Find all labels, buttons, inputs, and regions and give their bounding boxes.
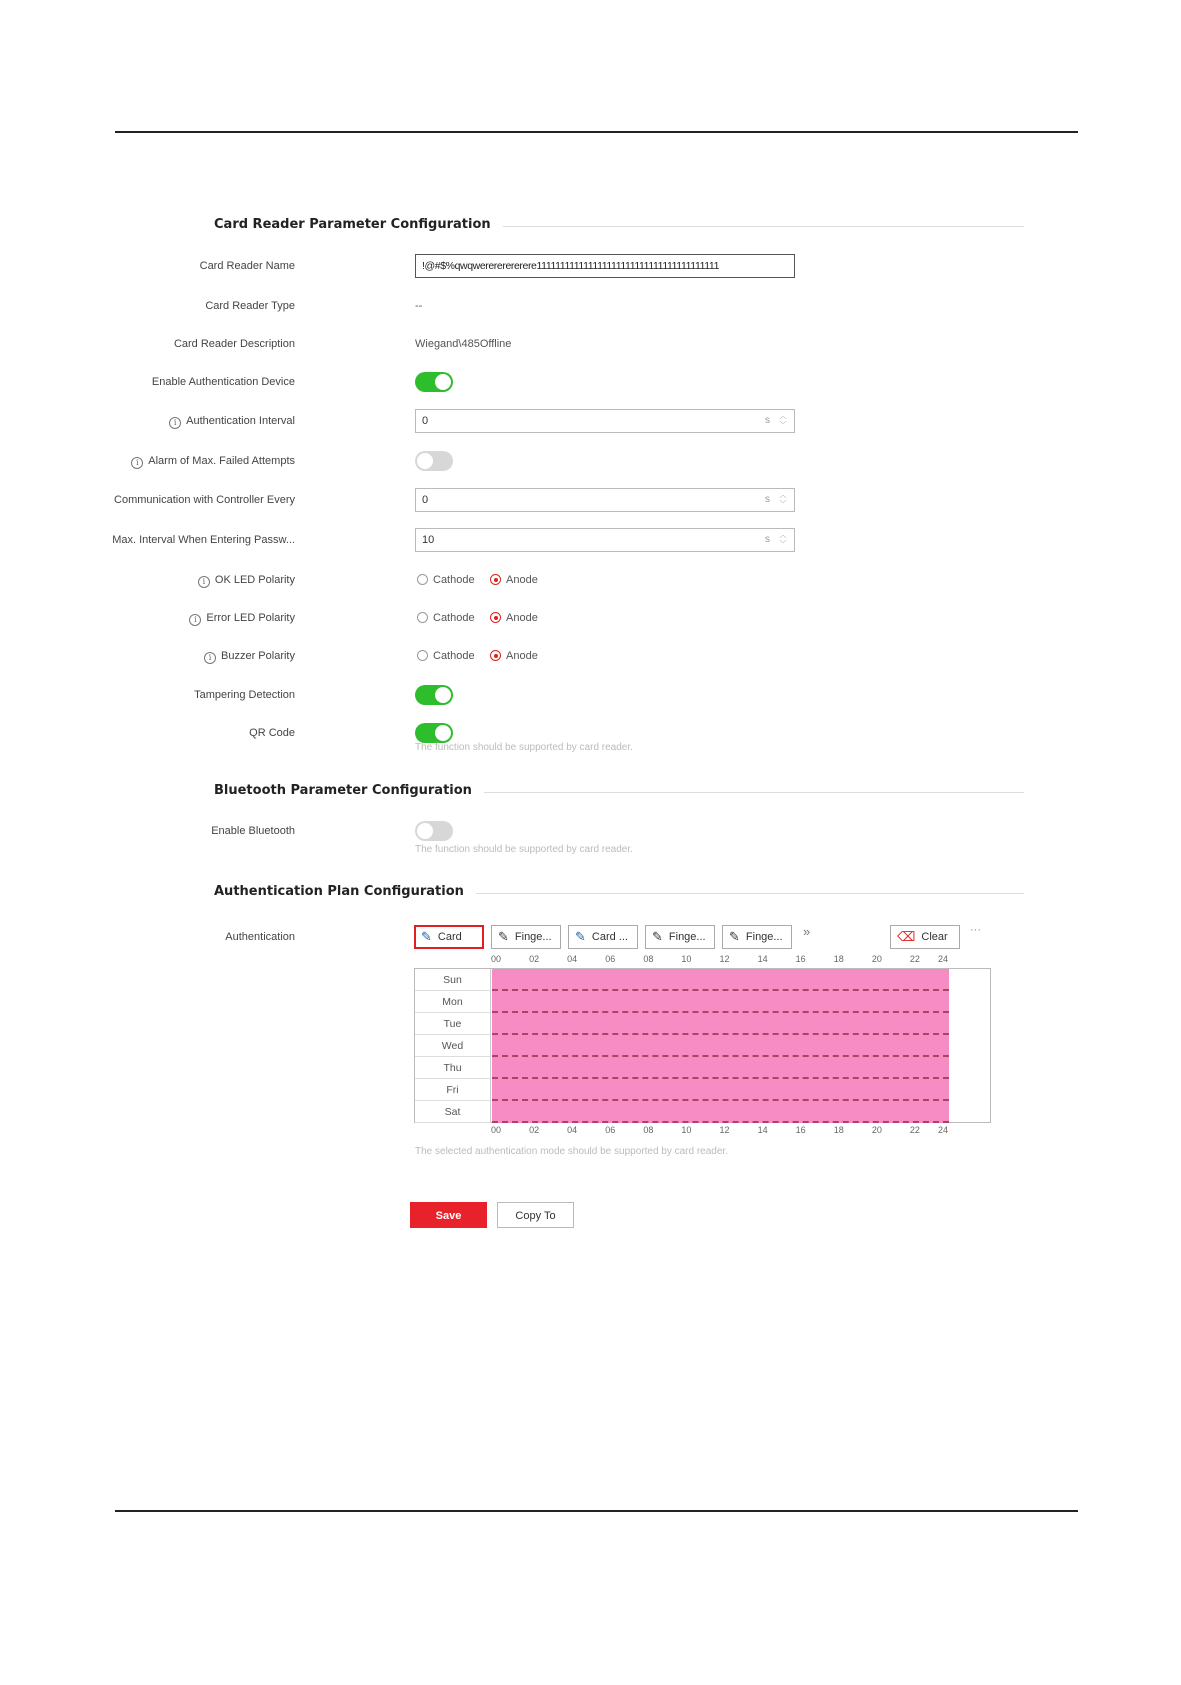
info-icon[interactable]: i bbox=[169, 417, 181, 429]
hour-tick-label: 00 bbox=[491, 954, 502, 964]
row-card-reader-name bbox=[150, 253, 850, 279]
day-label: Sun bbox=[415, 969, 491, 991]
hour-tick-label: 02 bbox=[529, 1125, 540, 1135]
day-label: Fri bbox=[415, 1079, 491, 1101]
error-led-anode-radio[interactable] bbox=[490, 605, 538, 631]
toggle-knob bbox=[417, 453, 433, 469]
day-label: Tue bbox=[415, 1013, 491, 1035]
row-enable-bluetooth bbox=[150, 818, 850, 844]
card-reader-description-label: Card Reader Description bbox=[173, 338, 295, 350]
mode-fingerprint-combo-button[interactable] bbox=[645, 925, 715, 949]
anode-label: Anode bbox=[506, 574, 538, 586]
card-combo-brush-icon: ✎ bbox=[575, 929, 586, 944]
hour-tick-label: 04 bbox=[567, 954, 578, 964]
card-brush-icon: ✎ bbox=[421, 929, 432, 944]
qr-code-label: QR Code bbox=[249, 727, 295, 739]
ok-led-cathode-radio[interactable] bbox=[417, 567, 475, 593]
hour-tick-label: 24 bbox=[938, 1125, 949, 1135]
anode-label: Anode bbox=[506, 650, 538, 662]
buzzer-cathode-radio[interactable] bbox=[417, 643, 475, 669]
buzzer-polarity-label: Buzzer Polarity bbox=[221, 650, 295, 662]
tampering-detection-toggle[interactable] bbox=[415, 685, 453, 705]
day-label: Mon bbox=[415, 991, 491, 1013]
mode-fingerprint-button[interactable] bbox=[491, 925, 561, 949]
alarm-max-failed-label-wrap bbox=[131, 448, 295, 474]
row-comm-with-controller bbox=[114, 487, 850, 513]
bluetooth-hint: The function should be supported by card reader. bbox=[415, 844, 633, 855]
hour-tick-label: 12 bbox=[719, 954, 730, 964]
unit-label: s bbox=[765, 534, 770, 545]
hour-tick-label: 18 bbox=[833, 1125, 844, 1135]
max-interval-password-label: Max. Interval When Entering Passw... bbox=[112, 534, 295, 546]
radio-circle-icon bbox=[417, 574, 428, 585]
unit-label: s bbox=[765, 494, 770, 505]
save-button[interactable]: Save bbox=[410, 1202, 487, 1228]
ok-led-polarity-label-wrap bbox=[198, 567, 295, 593]
row-max-interval-password bbox=[112, 527, 850, 553]
row-card-reader-description bbox=[150, 331, 850, 357]
eraser-icon: ⌫ bbox=[897, 929, 916, 944]
mode-label: Finge... bbox=[745, 931, 783, 943]
enable-bluetooth-toggle[interactable] bbox=[415, 821, 453, 841]
info-icon[interactable]: i bbox=[204, 652, 216, 664]
auth-interval-input[interactable] bbox=[415, 409, 795, 433]
info-icon[interactable]: i bbox=[198, 576, 210, 588]
qr-code-toggle[interactable] bbox=[415, 723, 453, 743]
clear-label: Clear bbox=[921, 931, 948, 943]
enable-bluetooth-label: Enable Bluetooth bbox=[211, 825, 295, 837]
day-label: Thu bbox=[415, 1057, 491, 1079]
cathode-label: Cathode bbox=[433, 650, 475, 662]
cathode-label: Cathode bbox=[433, 612, 475, 624]
mode-card-combo-button[interactable] bbox=[568, 925, 638, 949]
buzzer-polarity-label-wrap bbox=[204, 643, 295, 669]
hour-tick-label: 08 bbox=[643, 1125, 654, 1135]
card-reader-section-header bbox=[214, 217, 1024, 237]
max-interval-password-input[interactable] bbox=[415, 528, 795, 552]
card-reader-type-value: -- bbox=[415, 300, 423, 312]
row-alarm-max-failed bbox=[136, 448, 850, 474]
radio-selected-icon bbox=[490, 650, 501, 661]
enable-auth-device-label: Enable Authentication Device bbox=[151, 376, 295, 388]
spinner-icon[interactable]: ︿ ﹀ bbox=[779, 413, 787, 429]
schedule-bar[interactable] bbox=[492, 1101, 949, 1123]
top-rule bbox=[115, 131, 1078, 133]
card-reader-type-label: Card Reader Type bbox=[205, 300, 295, 312]
row-buzzer-polarity bbox=[150, 643, 850, 669]
auth-interval-value: 0 bbox=[422, 415, 429, 427]
qr-code-hint: The function should be supported by card reader. bbox=[415, 742, 633, 753]
ok-led-polarity-label: OK LED Polarity bbox=[214, 574, 295, 586]
row-error-led-polarity bbox=[150, 605, 850, 631]
error-led-polarity-label-wrap bbox=[189, 605, 295, 631]
authentication-label: Authentication bbox=[225, 931, 295, 943]
section-title-bluetooth: Bluetooth Parameter Configuration bbox=[214, 783, 484, 798]
hour-tick-label: 18 bbox=[833, 954, 844, 964]
hour-tick-label: 10 bbox=[681, 1125, 692, 1135]
radio-selected-icon bbox=[490, 612, 501, 623]
hour-ticks-top bbox=[491, 954, 949, 965]
hour-tick-label: 10 bbox=[681, 954, 692, 964]
fingerprint-brush-icon: ✎ bbox=[498, 929, 509, 944]
comm-with-controller-input[interactable] bbox=[415, 488, 795, 512]
schedule-bar[interactable] bbox=[492, 1057, 949, 1079]
comm-with-controller-value: 0 bbox=[422, 494, 429, 506]
clear-button[interactable] bbox=[890, 925, 960, 949]
hour-tick-label: 20 bbox=[871, 1125, 882, 1135]
section-title-auth-plan: Authentication Plan Configuration bbox=[214, 884, 476, 899]
spinner-icon[interactable]: ︿ ﹀ bbox=[779, 492, 787, 508]
hour-tick-label: 08 bbox=[643, 954, 654, 964]
mode-label: Card ... bbox=[591, 931, 628, 943]
hour-tick-label: 24 bbox=[938, 954, 949, 964]
hour-tick-label: 22 bbox=[909, 1125, 920, 1135]
schedule-bar[interactable] bbox=[492, 969, 949, 991]
more-options-icon[interactable]: ··· bbox=[970, 924, 981, 936]
hour-tick-label: 22 bbox=[909, 954, 920, 964]
hour-tick-label: 20 bbox=[871, 954, 882, 964]
hour-tick-label: 16 bbox=[795, 1125, 806, 1135]
auth-interval-label-wrap bbox=[169, 408, 295, 434]
fingerprint-alt-brush-icon: ✎ bbox=[729, 929, 740, 944]
info-icon[interactable]: i bbox=[131, 457, 143, 469]
cathode-label: Cathode bbox=[433, 574, 475, 586]
schedule-bar[interactable] bbox=[492, 1013, 949, 1035]
schedule-bar[interactable] bbox=[492, 1035, 949, 1057]
hour-tick-label: 14 bbox=[757, 954, 768, 964]
alarm-max-failed-toggle[interactable] bbox=[415, 451, 453, 471]
card-reader-name-input[interactable]: !@#$%qwqwerererererere111111111111111111111111111111111111111 bbox=[415, 254, 795, 278]
anode-label: Anode bbox=[506, 612, 538, 624]
mode-label: Card bbox=[437, 931, 462, 943]
row-tampering-detection bbox=[150, 682, 850, 708]
max-interval-password-value: 10 bbox=[422, 534, 435, 546]
alarm-max-failed-label: Alarm of Max. Failed Attempts bbox=[148, 455, 295, 467]
more-modes-icon[interactable]: » bbox=[803, 924, 811, 939]
auth-mode-hint: The selected authentication mode should be supported by card reader. bbox=[415, 1146, 728, 1157]
fingerprint-combo-brush-icon: ✎ bbox=[652, 929, 663, 944]
row-card-reader-type bbox=[150, 293, 850, 319]
tampering-detection-label: Tampering Detection bbox=[194, 689, 295, 701]
day-label: Sat bbox=[415, 1101, 491, 1123]
hour-tick-label: 12 bbox=[719, 1125, 730, 1135]
hour-ticks-bottom bbox=[491, 1125, 949, 1136]
hour-tick-label: 04 bbox=[567, 1125, 578, 1135]
hour-tick-label: 06 bbox=[605, 1125, 616, 1135]
schedule-bar[interactable] bbox=[492, 1079, 949, 1101]
row-auth-interval bbox=[150, 408, 850, 434]
auth-interval-label: Authentication Interval bbox=[186, 415, 295, 427]
toggle-knob bbox=[435, 725, 451, 741]
toggle-knob bbox=[435, 374, 451, 390]
enable-auth-device-toggle[interactable] bbox=[415, 372, 453, 392]
comm-with-controller-label: Communication with Controller Every bbox=[114, 494, 295, 506]
hour-tick-label: 06 bbox=[605, 954, 616, 964]
card-reader-description-value: Wiegand\485Offline bbox=[415, 338, 512, 350]
hour-tick-label: 16 bbox=[795, 954, 806, 964]
auth-plan-section-header bbox=[214, 884, 1024, 904]
copy-to-button[interactable]: Copy To bbox=[497, 1202, 574, 1228]
radio-circle-icon bbox=[417, 612, 428, 623]
radio-circle-icon bbox=[417, 650, 428, 661]
mode-card-button[interactable] bbox=[414, 925, 484, 949]
spinner-icon[interactable]: ︿ ﹀ bbox=[779, 532, 787, 548]
schedule-bar[interactable] bbox=[492, 991, 949, 1013]
bottom-rule bbox=[115, 1510, 1078, 1512]
unit-label: s bbox=[765, 415, 770, 426]
buzzer-anode-radio[interactable] bbox=[490, 643, 538, 669]
hour-tick-label: 00 bbox=[491, 1125, 502, 1135]
row-ok-led-polarity bbox=[150, 567, 850, 593]
mode-label: Finge... bbox=[668, 931, 706, 943]
card-reader-name-label: Card Reader Name bbox=[199, 260, 295, 272]
info-icon[interactable]: i bbox=[189, 614, 201, 626]
toggle-knob bbox=[417, 823, 433, 839]
schedule-grid[interactable] bbox=[414, 968, 991, 1123]
mode-label: Finge... bbox=[514, 931, 552, 943]
bluetooth-section-header bbox=[214, 783, 1024, 803]
day-label: Wed bbox=[415, 1035, 491, 1057]
section-title-card-reader: Card Reader Parameter Configuration bbox=[214, 217, 503, 232]
row-enable-auth-device bbox=[150, 369, 850, 395]
error-led-polarity-label: Error LED Polarity bbox=[206, 612, 295, 624]
toggle-knob bbox=[435, 687, 451, 703]
radio-selected-icon bbox=[490, 574, 501, 585]
error-led-cathode-radio[interactable] bbox=[417, 605, 475, 631]
hour-tick-label: 14 bbox=[757, 1125, 768, 1135]
hour-tick-label: 02 bbox=[529, 954, 540, 964]
ok-led-anode-radio[interactable] bbox=[490, 567, 538, 593]
mode-fingerprint-alt-button[interactable] bbox=[722, 925, 792, 949]
